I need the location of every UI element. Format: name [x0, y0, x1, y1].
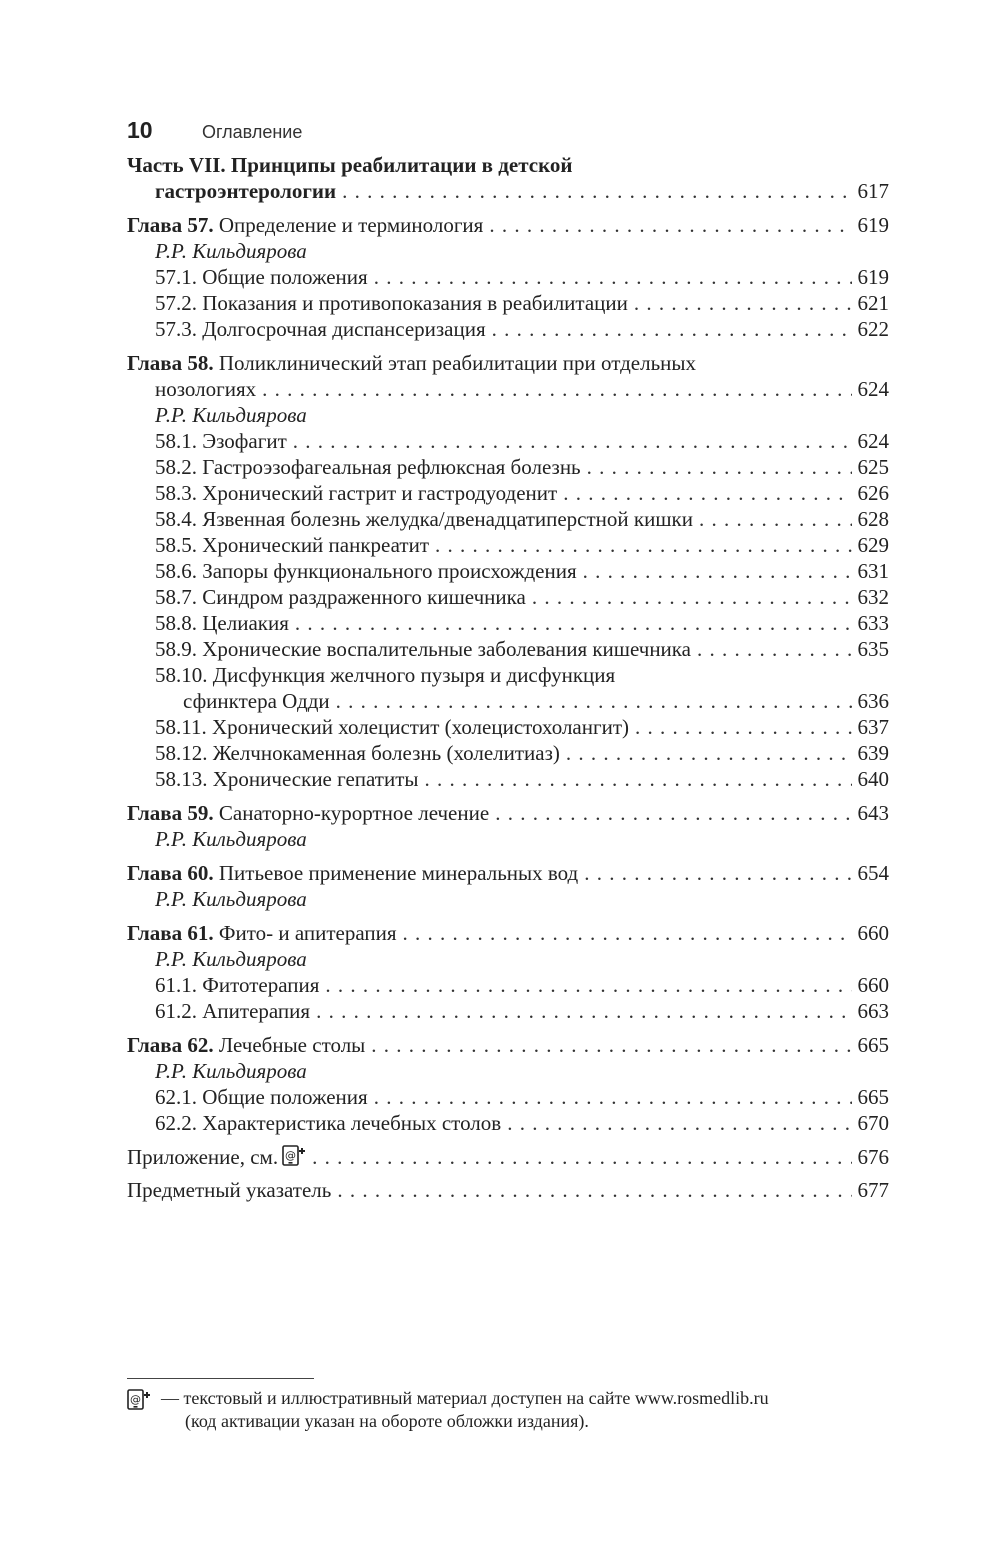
toc-item — [127, 766, 889, 792]
chapter-author: Р.Р. Кильдиярова — [155, 1059, 307, 1083]
chapter-title-cont: нозологиях — [155, 377, 257, 401]
page-ref: 633 — [857, 611, 889, 635]
page-ref: 636 — [857, 689, 889, 713]
part-title-line2: гастроэнтерологии — [155, 179, 337, 203]
chapter-author: Р.Р. Кильдиярова — [155, 827, 307, 851]
toc-entry-chapter-61 — [127, 920, 889, 946]
appendix-title: Приложение, см. — [127, 1145, 279, 1169]
footnote-line2: (код активации указан на обороте обложки издания). — [185, 1411, 589, 1431]
item-title: 58.2. Гастроэзофагеальная рефлюксная болезнь — [155, 455, 581, 479]
chapter-label: Глава 61. — [127, 921, 214, 945]
chapter-label: Глава 59. — [127, 801, 214, 825]
leader-dots — [583, 558, 852, 584]
toc-item — [127, 1084, 889, 1110]
leader-dots — [566, 740, 852, 766]
leader-dots — [507, 1110, 851, 1136]
chapter-author: Р.Р. Кильдиярова — [155, 947, 307, 971]
page-ref: 639 — [857, 741, 889, 765]
leader-dots — [635, 714, 851, 740]
toc-entry-chapter-58 — [127, 376, 889, 402]
toc-item — [127, 428, 889, 454]
toc-entry-appendix — [127, 1144, 889, 1170]
online-material-icon — [282, 1145, 306, 1173]
page-ref: 626 — [857, 481, 889, 505]
page-ref: 619 — [857, 265, 889, 289]
chapter-author: Р.Р. Кильдиярова — [155, 239, 307, 263]
chapter-author: Р.Р. Кильдиярова — [155, 887, 307, 911]
toc-item-58-10 — [127, 688, 889, 714]
toc-entry-chapter-57 — [127, 212, 889, 238]
item-title: 58.9. Хронические воспалительные заболевания кишечника — [155, 637, 692, 661]
toc-item — [127, 454, 889, 480]
page-ref: 621 — [857, 291, 889, 315]
leader-dots — [312, 1144, 851, 1170]
toc-item — [127, 584, 889, 610]
page-header — [127, 112, 889, 152]
item-title: 58.1. Эзофагит — [155, 429, 287, 453]
page-ref: 628 — [857, 507, 889, 531]
page-ref: 624 — [857, 377, 889, 401]
item-title: 58.13. Хронические гепатиты — [155, 767, 419, 791]
item-title-cont: сфинктера Одди — [183, 689, 330, 713]
item-title: 58.4. Язвенная болезнь желудка/двенадцатиперстной кишки — [155, 507, 693, 531]
page-ref: 637 — [857, 715, 889, 739]
leader-dots — [532, 584, 852, 610]
leader-dots — [374, 264, 852, 290]
toc-item — [127, 714, 889, 740]
footnote-rule — [127, 1378, 314, 1379]
svg-text:@: @ — [130, 1393, 141, 1406]
page-number: 10 — [127, 117, 153, 143]
toc-item — [127, 558, 889, 584]
part-title-line1: Часть VII. Принципы реабилитации в детской — [127, 153, 573, 177]
page-ref: 670 — [857, 1111, 889, 1135]
index-title: Предметный указатель — [127, 1178, 332, 1202]
leader-dots — [634, 290, 852, 316]
toc-item — [127, 972, 889, 998]
page-ref: 617 — [857, 179, 889, 203]
page-ref: 619 — [857, 213, 889, 237]
leader-dots — [563, 480, 851, 506]
item-title: 62.2. Характеристика лечебных столов — [155, 1111, 502, 1135]
chapter-title: Лечебные столы — [218, 1033, 366, 1057]
leader-dots — [584, 860, 851, 886]
page-ref: 660 — [857, 921, 889, 945]
item-title: 57.2. Показания и противопоказания в реабилитации — [155, 291, 628, 315]
leader-dots — [587, 454, 852, 480]
leader-dots — [336, 688, 852, 714]
leader-dots — [699, 506, 852, 532]
chapter-title: Фито- и апитерапия — [218, 921, 397, 945]
item-title: 58.11. Хронический холецистит (холецистохолангит) — [155, 715, 630, 739]
page-ref: 625 — [857, 455, 889, 479]
item-title: 58.3. Хронический гастрит и гастродуоденит — [155, 481, 558, 505]
leader-dots — [337, 1177, 851, 1203]
toc-page — [127, 112, 889, 1203]
toc-item — [127, 316, 889, 342]
toc-item — [127, 998, 889, 1024]
leader-dots — [371, 1032, 851, 1058]
toc-item — [127, 1110, 889, 1136]
page-ref: 665 — [857, 1085, 889, 1109]
item-title: 57.1. Общие положения — [155, 265, 368, 289]
chapter-title: Определение и терминология — [218, 213, 484, 237]
item-title: 58.5. Хронический панкреатит — [155, 533, 429, 557]
svg-text:@: @ — [285, 1149, 297, 1162]
toc-entry-part — [127, 178, 889, 204]
leader-dots — [425, 766, 852, 792]
leader-dots — [489, 212, 851, 238]
toc-item — [127, 636, 889, 662]
toc-item-58-10-line1: 58.10. Дисфункция желчного пузыря и дисфункция — [155, 663, 616, 687]
toc-item — [127, 740, 889, 766]
chapter-label: Глава 60. — [127, 861, 214, 885]
page-ref: 660 — [857, 973, 889, 997]
toc-entry-chapter-60 — [127, 860, 889, 886]
leader-dots — [435, 532, 852, 558]
item-title: 58.7. Синдром раздраженного кишечника — [155, 585, 526, 609]
item-title: 61.1. Фитотерапия — [155, 973, 320, 997]
item-title: 58.6. Запоры функционального происхождения — [155, 559, 577, 583]
toc-entry-index — [127, 1177, 889, 1203]
chapter-title: Питьевое применение минеральных вод — [218, 861, 579, 885]
page-ref: 654 — [857, 861, 889, 885]
page-ref: 663 — [857, 999, 889, 1023]
toc-item — [127, 506, 889, 532]
page-ref: 676 — [857, 1145, 889, 1169]
leader-dots — [295, 610, 852, 636]
page-ref: 640 — [857, 767, 889, 791]
chapter-label: Глава 57. — [127, 213, 214, 237]
toc-item — [127, 290, 889, 316]
leader-dots — [374, 1084, 852, 1110]
footnote — [127, 1387, 889, 1433]
chapter-title: Поликлинический этап реабилитации при отдельных — [218, 351, 697, 375]
page-ref: 632 — [857, 585, 889, 609]
page-ref: 631 — [857, 559, 889, 583]
item-title: 57.3. Долгосрочная диспансеризация — [155, 317, 486, 341]
page-ref: 624 — [857, 429, 889, 453]
item-title: 58.8. Целиакия — [155, 611, 289, 635]
chapter-title: Санаторно-курортное лечение — [218, 801, 490, 825]
page-ref: 622 — [857, 317, 889, 341]
chapter-label: Глава 62. — [127, 1033, 214, 1057]
running-head: Оглавление — [202, 122, 303, 142]
toc-entry-chapter-62 — [127, 1032, 889, 1058]
page-ref: 635 — [857, 637, 889, 661]
page-ref: 629 — [857, 533, 889, 557]
chapter-label: Глава 58. — [127, 351, 214, 375]
leader-dots — [262, 376, 851, 402]
leader-dots — [293, 428, 852, 454]
toc-item — [127, 264, 889, 290]
leader-dots — [495, 800, 851, 826]
leader-dots — [697, 636, 851, 662]
page-ref: 643 — [857, 801, 889, 825]
leader-dots — [342, 178, 851, 204]
leader-dots — [316, 998, 851, 1024]
page-ref: 665 — [857, 1033, 889, 1057]
online-material-icon — [127, 1389, 151, 1417]
leader-dots — [325, 972, 851, 998]
item-title: 58.12. Желчнокаменная болезнь (холелитиаз) — [155, 741, 560, 765]
table-of-contents — [127, 152, 889, 1203]
toc-entry-chapter-58-line1 — [127, 350, 889, 376]
item-title: 61.2. Апитерапия — [155, 999, 311, 1023]
toc-item — [127, 532, 889, 558]
footnote-line1: — текстовый и иллюстративный материал доступен на сайте www.rosmedlib.ru — [161, 1388, 769, 1408]
leader-dots — [403, 920, 852, 946]
toc-item — [127, 480, 889, 506]
item-title: 62.1. Общие положения — [155, 1085, 368, 1109]
leader-dots — [492, 316, 852, 342]
toc-item — [127, 610, 889, 636]
page-ref: 677 — [857, 1178, 889, 1202]
toc-entry-chapter-59 — [127, 800, 889, 826]
chapter-author: Р.Р. Кильдиярова — [155, 403, 307, 427]
